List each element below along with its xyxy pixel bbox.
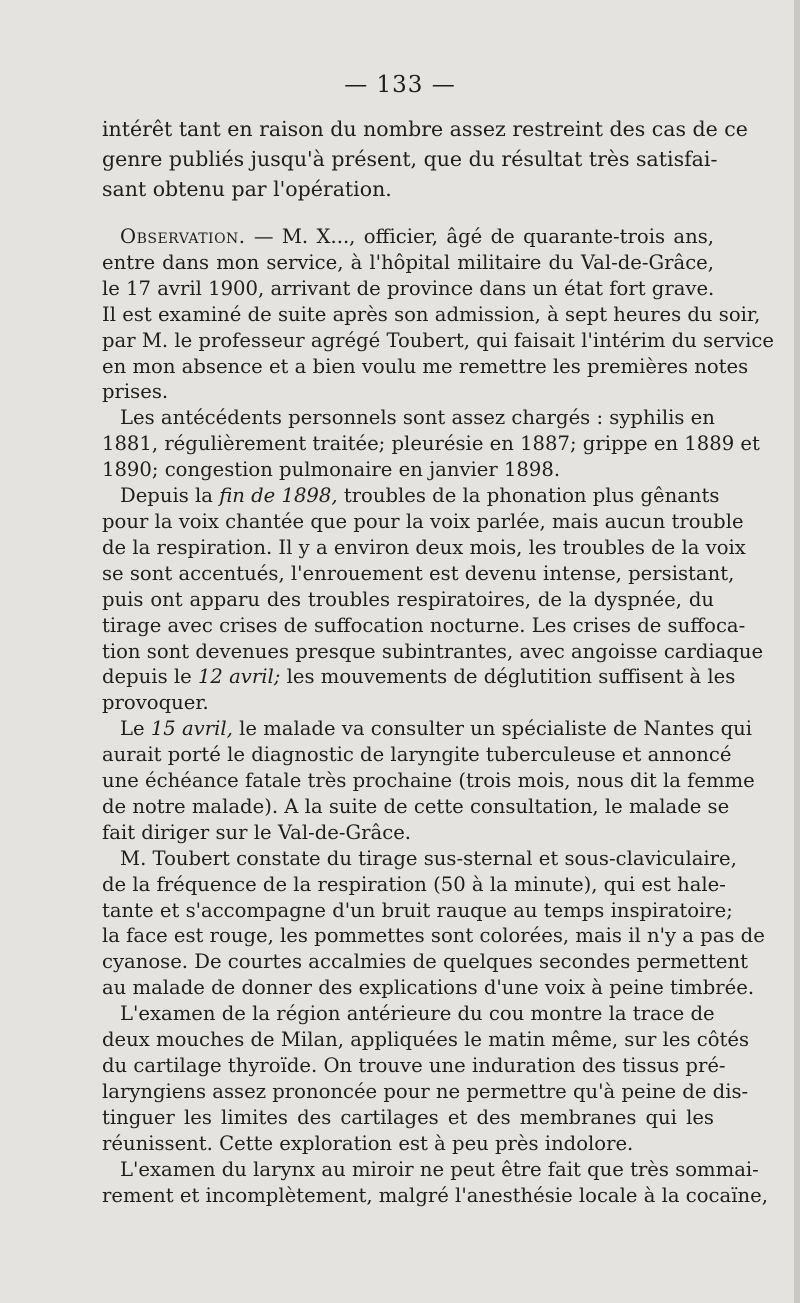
text-line: tinguer les limites des cartilages et des membranes qui les xyxy=(102,1105,714,1129)
text-line: prises. xyxy=(102,380,169,404)
text-line: laryngiens assez prononcée pour ne permettre qu'à peine de dis- xyxy=(102,1079,749,1103)
text-line: pour la voix chantée que pour la voix parlée, mais aucun trouble xyxy=(102,509,744,533)
text-line: 1881, régulièrement traitée; pleurésie en 1887; grippe en 1889 et xyxy=(102,432,760,456)
text-line: intérêt tant en raison du nombre assez restreint des cas de ce xyxy=(102,117,748,141)
text-line: provoquer. xyxy=(102,691,209,715)
text-line: tirage avec crises de suffocation nocturne. Les crises de suffoca- xyxy=(102,613,746,637)
text-line: Depuis la fin de 1898, troubles de la phonation plus gênants xyxy=(120,484,720,508)
text-line: de la respiration. Il y a environ deux mois, les troubles de la voix xyxy=(102,535,746,559)
text-line: puis ont apparu des troubles respiratoires, de la dyspnée, du xyxy=(102,587,714,611)
text-line: Il est examiné de suite après son admission, à sept heures du soir, xyxy=(102,302,761,326)
italic-date: 15 avril, xyxy=(150,717,233,741)
text-line: Le 15 avril, le malade va consulter un spécialiste de Nantes qui xyxy=(120,717,753,741)
text-line: en mon absence et a bien voulu me remettre les premières notes xyxy=(102,354,749,378)
text-line: cyanose. De courtes accalmies de quelques secondes permettent xyxy=(102,950,749,974)
text-line: une échéance fatale très prochaine (trois mois, nous dit la femme xyxy=(102,769,755,793)
text-line: 1890; congestion pulmonaire en janvier 1898. xyxy=(102,458,561,482)
text-line: fait diriger sur le Val-de-Grâce. xyxy=(102,820,412,844)
text-line: deux mouches de Milan, appliquées le matin même, sur les côtés xyxy=(102,1028,750,1052)
text-line: M. Toubert constate du tirage sus-sternal et sous-claviculaire, xyxy=(120,846,737,870)
text-line: de la fréquence de la respiration (50 à la minute), qui est hale- xyxy=(102,872,726,896)
text-line: genre publiés jusqu'à présent, que du résultat très satisfai- xyxy=(102,147,718,171)
observation-heading: Observation. xyxy=(120,225,246,248)
text-line: L'examen de la région antérieure du cou montre la trace de xyxy=(120,1002,715,1026)
text-line: tante et s'accompagne d'un bruit rauque au temps inspiratoire; xyxy=(102,898,733,922)
text-line: par M. le professeur agrégé Toubert, qui faisait l'intérim du service xyxy=(102,328,774,352)
text-line: le 17 avril 1900, arrivant de province dans un état fort grave. xyxy=(102,276,715,300)
text-line: tion sont devenues presque subintrantes, avec angoisse cardiaque xyxy=(102,639,764,663)
text-line: se sont accentués, l'enrouement est devenu intense, persistant, xyxy=(102,561,735,585)
text-line: L'examen du larynx au miroir ne peut être fait que très sommai- xyxy=(120,1157,759,1181)
text-line: du cartilage thyroïde. On trouve une induration des tissus pré- xyxy=(102,1054,726,1077)
text-line: depuis le 12 avril; les mouvements de déglutition suffisent à les xyxy=(102,665,736,689)
text-line: au malade de donner des explications d'une voix à peine timbrée. xyxy=(102,976,755,1000)
text-line: Observation. — M. X..., officier, âgé de quarante-trois ans, xyxy=(120,225,714,248)
text-line: réunissent. Cette exploration est à peu près indolore. xyxy=(102,1131,634,1155)
text-line: rement et incomplètement, malgré l'anesthésie locale à la cocaïne, xyxy=(102,1183,768,1207)
text-line: de notre malade). A la suite de cette consultation, le malade se xyxy=(102,794,730,818)
italic-date: 12 avril; xyxy=(197,665,281,689)
text-line: entre dans mon service, à l'hôpital militaire du Val-de-Grâce, xyxy=(102,250,714,274)
text-line: Les antécédents personnels sont assez chargés : syphilis en xyxy=(120,406,715,430)
italic-date: fin de 1898, xyxy=(219,484,338,508)
text-line: aurait porté le diagnostic de laryngite tuberculeuse et annoncé xyxy=(102,743,732,767)
page-number: — 133 — xyxy=(344,72,456,98)
text-line: la face est rouge, les pommettes sont colorées, mais il n'y a pas de xyxy=(102,924,765,948)
body-text xyxy=(102,114,774,1208)
text-line: sant obtenu par l'opération. xyxy=(102,177,392,201)
